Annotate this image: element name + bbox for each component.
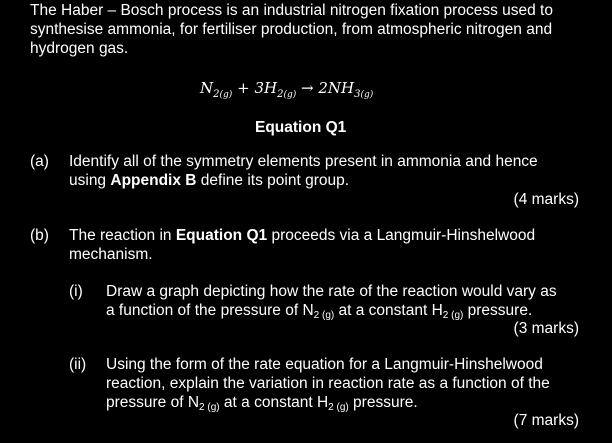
equation-arrow: →	[301, 79, 314, 97]
part-a-line-2: using Appendix B define its point group.	[69, 172, 350, 189]
part-a-marker: (a)	[30, 153, 49, 170]
part-b-line-2: mechanism.	[69, 246, 153, 263]
intro-line-1: The Haber – Bosch process is an industrial nitrogen fixation process used to	[30, 2, 553, 19]
part-b-i-line-1: Draw a graph depicting how the rate of the reaction would vary as	[106, 283, 557, 300]
part-a-line-1: Identify all of the symmetry elements present in ammonia and hence	[69, 153, 538, 170]
part-b-ii-line-2: reaction, explain the variation in reaction rate as a function of the	[106, 375, 550, 392]
part-b-marker: (b)	[30, 227, 49, 244]
part-b-ii-marker: (ii)	[69, 356, 87, 373]
part-b-ii-line-1: Using the form of the rate equation for a Langmuir-Hinshelwood	[106, 356, 543, 373]
equation-reactant-1: $N_{2(g)}$	[200, 79, 233, 100]
part-a-marks: (4 marks)	[513, 191, 579, 208]
part-b-i-marker: (i)	[69, 283, 83, 300]
part-b-i-marks: (3 marks)	[513, 320, 579, 337]
equation-plus: +	[237, 79, 250, 97]
part-b-line-1: The reaction in Equation Q1 proceeds via a Langmuir-Hinshelwood	[69, 227, 536, 244]
equation-label: Equation Q1	[255, 119, 347, 136]
equation-reactant-2: $3H_{2(g)}$	[254, 79, 297, 100]
intro-line-3: hydrogen gas.	[30, 40, 129, 57]
equation-product: $2NH_{3(g)}$	[318, 79, 374, 100]
part-b-i-line-2: a function of the pressure of $N_{2 (g)}$ at a constant $H_{2 (g)}$ pressure.	[106, 302, 533, 321]
intro-line-2: synthesise ammonia, for fertiliser production, from atmospheric nitrogen and	[30, 21, 553, 38]
part-b-ii-line-3: pressure of $N_{2 (g)}$ at a constant $H_{2 (g)}$ pressure.	[106, 394, 418, 413]
part-b-ii-marks: (7 marks)	[513, 412, 579, 429]
equation	[200, 79, 373, 100]
